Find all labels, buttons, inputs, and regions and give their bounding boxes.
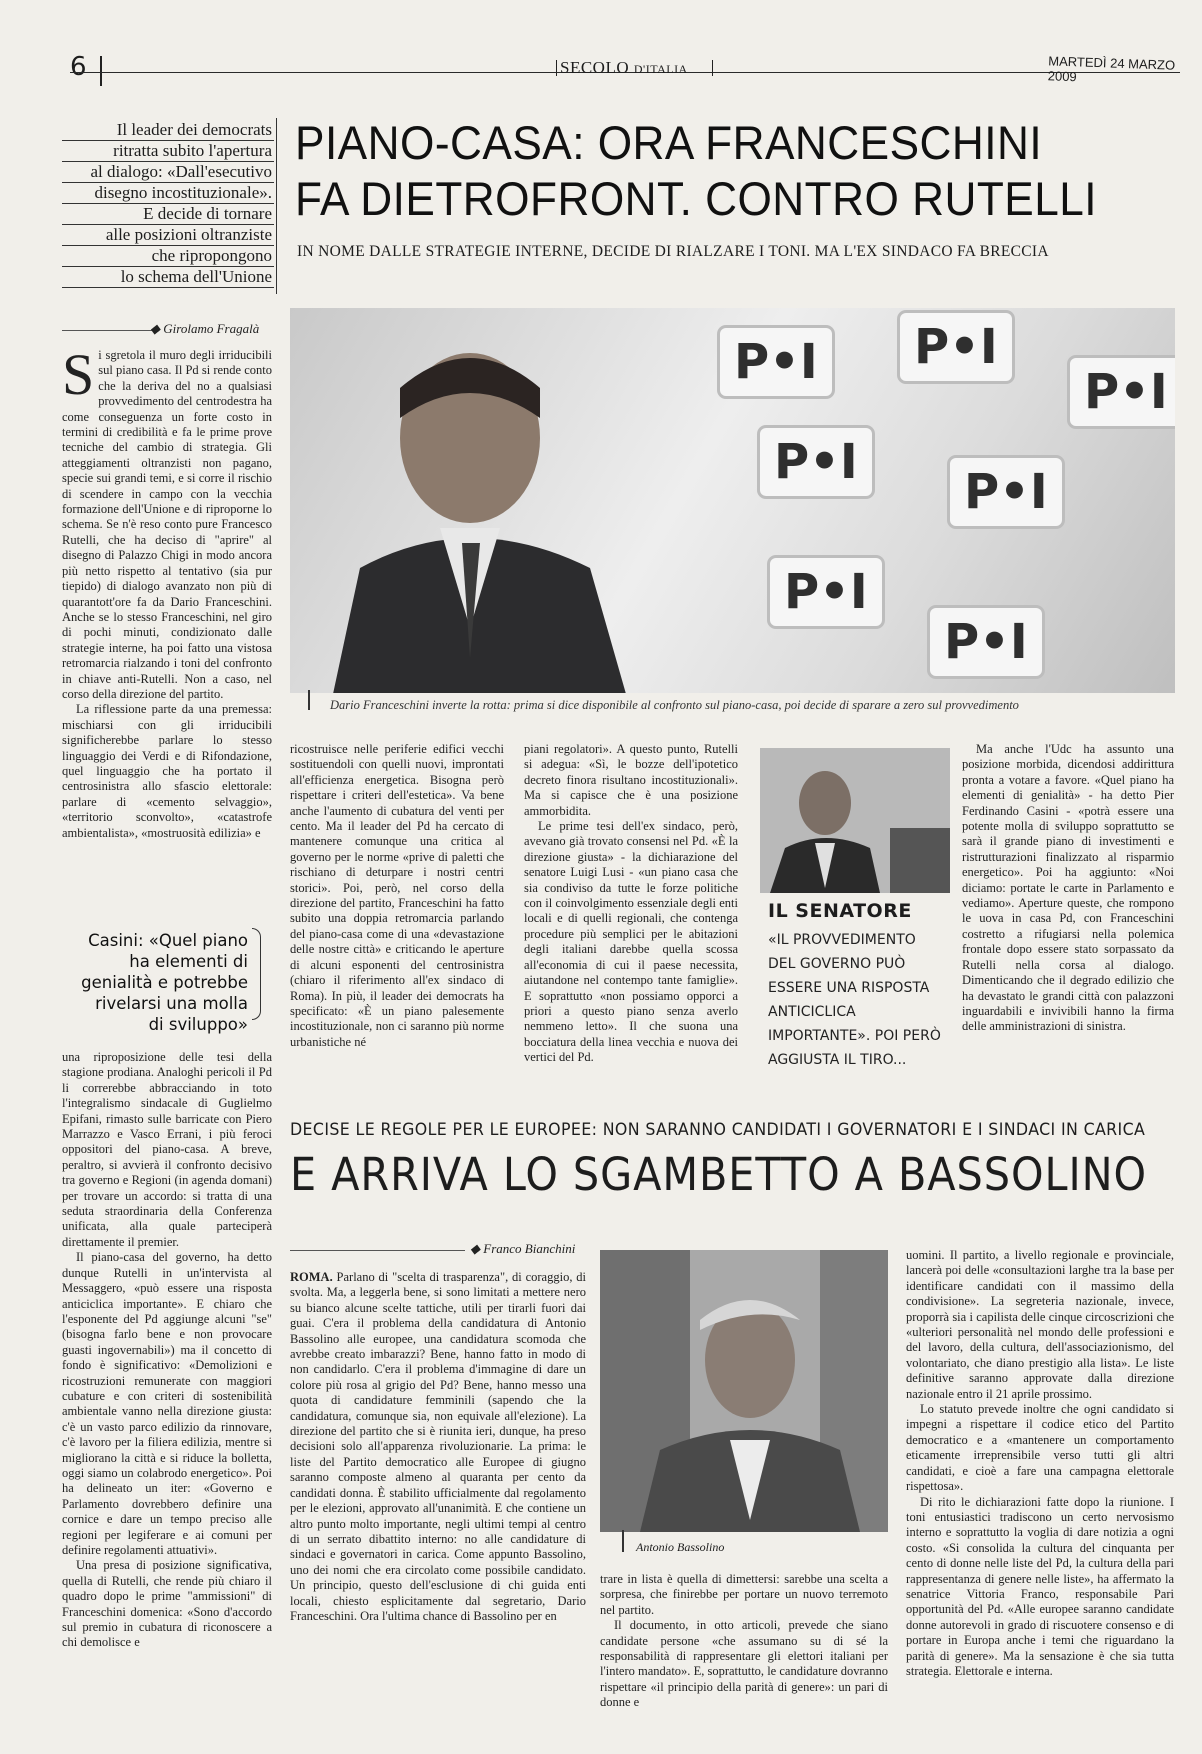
quote-brace xyxy=(252,928,261,1020)
article-column-2 xyxy=(290,742,504,1050)
article-column-1 xyxy=(62,342,272,841)
masthead xyxy=(560,58,688,78)
column-text: Il documento, in otto articoli, prevede che siano candidate persone «che assumano su di sé la responsabilità di rappresentare gli elettori italiani per l'intero mandato». E, soprattutto, le candidature dovranno rispettare «il principio della parità di genere»: un pari di donne e xyxy=(600,1618,888,1710)
pd-logo: P•I xyxy=(1070,358,1175,426)
column-text: Lo statuto prevede inoltre che ogni candidato si impegni a rispettare il codice etico del Partito democratico e a «mantenere un comportamento eticamente irreprensibile verso tutti gli altri candidati, e cioè a fare una campagna elettorale rispettosa». xyxy=(906,1402,1174,1494)
article-column-1b xyxy=(62,1050,272,1651)
dateline: ROMA. xyxy=(290,1270,333,1284)
column-text: Di rito le dichiarazioni fatte dopo la riunione. I toni entusiastici tradiscono un certo nervosismo interno e soprattutto la voglia di dare notizia a ogni costo. «Si consolida la cultura del cinquanta per cento di donne nelle liste del Pd, la cultura della pari rappresentanza di genere nelle liste», ha affermato la senatrice Vittoria Franco, responsabile Pari opportunità del Pd. «Alle europee saranno candidate donne autorevoli in grado di riscuotere consenso e di portare in Europa anche i temi che riguardano la parità di genere». Ma la sensazione è che sia tutta strategia. Elettorale e interna. xyxy=(906,1494,1174,1678)
page-number: 6 xyxy=(70,52,87,82)
column-text: piani regolatori». A questo punto, Rutelli si adegua: «Sì, le bozze dell'ipotetico decreto finora risultano incostituzionali». Ma si capisce che è una posizione ammorbidita. xyxy=(524,742,738,818)
headline-line-2: FA DIETROFRONT. CONTRO RUTELLI xyxy=(295,172,1098,225)
kicker-line: che ripropongono xyxy=(62,246,274,267)
byline: ◆ Franco Bianchini xyxy=(470,1241,576,1256)
byline-rule xyxy=(290,1250,465,1251)
senator-photo xyxy=(760,748,950,893)
issue-date: MARTEDÌ 24 MARZO 2009 xyxy=(1047,53,1176,85)
second-article-column-2 xyxy=(600,1572,888,1711)
column-text: trare in lista è quella di dimettersi: sarebbe una scelta a sorpresa, che finirebbe per portare un nuovo terremoto nel partito. xyxy=(600,1572,888,1617)
caption-bar xyxy=(308,690,310,710)
author-name: Franco Bianchini xyxy=(483,1241,576,1256)
bassolino-photo xyxy=(600,1250,888,1532)
drop-cap: S xyxy=(62,342,95,407)
second-article-column-1 xyxy=(290,1270,586,1624)
masthead-main: SECOLO xyxy=(560,58,630,77)
kicker-line: alle posizioni oltranziste xyxy=(62,225,274,246)
column-text: Parlano di "scelta di trasparenza", di coraggio, di svolta. Ma, a leggerla bene, si sono limitati a mettere nero su bianco alcune scelte tattiche, utili per tirarli fuori dai guai. C'era il problema della candidatura di Antonio Bassolino alle europee, una candidatura scomoda che avrebbe creato imbarazzi? Bene, hanno fatto in modo di non candidarlo. C'era il problema d'immagine di dare un colore più rosa al grigio del Pd? Bene, hanno messo una quota di candidature femminili (sapendo che la candidatura, comunque sia, non equivale all'elezione). La direzione del partito che si è riunita ieri, dunque, ha preso decisioni solo all'apparenza rivoluzionarie. La prima: le liste del Partito democratico alle Europee di giugno saranno composte almeno al quaranta per cento da candidati donna. È stabilito ufficialmente dal regolamento per le elezioni, approvato all'unanimità. E che contiene un altro punto molto importante, negli ultimi tempi al centro di un serrato dibattito interno: no alle candidature di sindaci e governatori in carica. Come appunto Bassolino, uno dei nomi che era circolato come possibile candidato. Un principio, questo dell'esclusione di chi guida enti locali, chiesto esplicitamente dal segretario, Dario Franceschini. Ora l'ultima chance di Bassolino per en xyxy=(290,1270,586,1623)
pd-logo: P•I xyxy=(770,558,882,626)
franceschini-photo xyxy=(290,308,1175,693)
man-in-suit-figure xyxy=(330,328,650,693)
kicker-rule xyxy=(276,118,277,294)
column-text: Le prime tesi dell'ex sindaco, però, avevano già trovato consensi nel Pd. «È la direzione giusta» - la dichiarazione del senatore Luigi Lusi - «un piano casa che sia condiviso da tutte le forze politiche con il coinvolgimento essenziale degli enti locali e di quelli regionali, che contenga procedure più semplici per le abitazioni degli italiani darebbe quella scossa all'economia di cui il paese necessita, aiutandone nel contempo tante famiglie». E soprattutto «non possiamo opporci a priori a questo piano senza averlo nemmeno letto». Il che suona una bocciatura della linea vecchia e nuova dei vertici del Pd. xyxy=(524,819,738,1065)
photo-caption: Dario Franceschini inverte la rotta: prima si dice disponibile al confronto sul piano-casa, poi decide di sparare a zero sul provvedimento xyxy=(330,698,1019,712)
masthead-sub: D'ITALIA xyxy=(633,62,688,76)
pd-logo: P•I xyxy=(950,458,1062,526)
author-name: Girolamo Fragalà xyxy=(163,321,260,336)
pd-logo: P•I xyxy=(720,328,832,396)
byline: ◆ Girolamo Fragalà xyxy=(150,321,260,336)
kicker-line: al dialogo: «Dall'esecutivo xyxy=(62,162,274,183)
main-subhead: IN NOME DALLE STRATEGIE INTERNE, DECIDE DI RIALZARE I TONI. MA L'EX SINDACO FA BRECCIA xyxy=(297,243,1049,260)
column-text: Una presa di posizione significativa, quella di Rutelli, che rende più chiaro il quadro dopo le prime "ammissioni" di Franceschini domenica: «Sono d'accordo sul premio in cubatura di riconoscere a chi demolisce e xyxy=(62,1558,272,1650)
masthead-divider-left xyxy=(556,60,557,76)
masthead-divider-right xyxy=(712,60,713,76)
senator-title: IL SENATORE xyxy=(768,900,912,922)
kicker-line: Il leader dei democrats xyxy=(62,120,274,141)
column-text: Il piano-casa del governo, ha detto dunque Rutelli in un'intervista al Messaggero, «può essere una risposta anticiclica importante». E chiaro che l'esponente del Pd aggiunge alcuni "se" (bisogna farlo bene e non provocare guasti ingovernabili») ma il concetto di fondo è significativo: «Demolizioni e ricostruzioni remunerate con maggiori cubature e con criteri di sostenibilità ambientale vanno nella direzione giusta: c'è un vasto parco edilizio da rinnovare, c'è lavoro per la filiera edilizia, mentre si migliorano la città e si riduce la bolletta, oggi siamo un colabrodo energetico». Poi ha delineato un iter: «Governo e Parlamento dovrebbero definire una cornice e dare un tempo preciso alle regioni per legiferare e ai comuni per definire regolamenti attuativi». xyxy=(62,1250,272,1557)
second-article-headline: E ARRIVA LO SGAMBETTO A BASSOLINO xyxy=(290,1148,1147,1201)
column-text: una riproposizione delle tesi della stagione prodiana. Analoghi pericoli il Pd li correrebbe abbracciando in toto l'integralismo sindacale di Guglielmo Epifani, rimasto sulle barricate con Piero Marrazzo e Vasco Errani, i più feroci oppositori del piano-casa. A breve, peraltro, si avvierà il confronto decisivo tra governo e Regioni (in agenda domani) per trovare un accordo: si tratta di una seduta straordinaria della Conferenza unificata, alla quale parteciperà direttamente il premier. xyxy=(62,1050,272,1249)
kicker-line: lo schema dell'Unione xyxy=(62,267,274,288)
second-article-kicker: DECISE LE REGOLE PER LE EUROPEE: NON SARANNO CANDIDATI I GOVERNATORI E I SINDACI IN CARICA xyxy=(290,1120,1146,1140)
page-number-divider xyxy=(100,56,102,86)
article-column-3 xyxy=(524,742,738,1066)
senator-text: «IL PROVVEDIMENTO DEL GOVERNO PUÒ ESSERE UNA RISPOSTA ANTICICLICA IMPORTANTE». POI PERÒ AGGIUSTA IL TIRO... xyxy=(768,932,941,1068)
second-article-column-3 xyxy=(906,1248,1174,1679)
pd-logo: P•I xyxy=(900,313,1012,381)
column-text: ricostruisce nelle periferie edifici vecchi sostituendoli con quelli nuovi, improntati all'efficienza energetica. Bisogna però rispettare i criteri dell'estetica». Va bene anche l'aumento di cubatura del venti per cento. Ma il leader del Pd ha cercato di mantenere comunque una critica al governo per le norme «prive di paletti che rischiano di deturpare i nostri centri storici». Poi, però, nel corso della direzione del partito, Franceschini ha fatto subito una doppia retromarcia parlando del piano-casa come di una «devastazione delle nostre città» e criticando le aperture di alcuni esponenti del centrosinistra (chiaro il riferimento all'ex sindaco di Roma). In più, il leader dei democrats ha specificato: «È un piano palesemente incostituzionale, non ci saranno più norme urbanistiche né xyxy=(290,742,504,1049)
column-text: Ma anche l'Udc ha assunto una posizione morbida, dicendosi addirittura pronta a votare a favore. «Quel piano ha elementi di genialità» - ha detto Pier Ferdinando Casini - «potrà essere una potente molla di sviluppo soprattutto se sarà il grande piano di investimenti e ristrutturazioni finalizzato al risparmio energetico». Poi ha aggiunto: «Noi diciamo: portate le carte in Parlamento e vediamo». Aperture queste, che rompono le uova in casa Pd, con Franceschini costretto a rifugiarsi nella polemica frontale dopo essere stato sorpassato da Rutelli nella corsa al dialogo. Dimenticando che il degrado edilizio che ha devastato le grandi città con palazzoni inguardabili e invivibili hanno la firma delle amministrazioni di sinistra. xyxy=(962,742,1174,1034)
byline-rule xyxy=(62,330,152,331)
column-text: La riflessione parte da una premessa: mischiarsi con gli irriducibili significherebbe parlare lo stesso linguaggio dei Verdi e di Rifondazione, quel linguaggio che ha portato il centrosinistra allo sfascio elettorale: parlare di «cemento selvaggio», «territorio sconvolto», «catastrofe ambientalista», «mostruosità edilizia» e xyxy=(62,702,272,840)
kicker-line: disegno incostituzionale». xyxy=(62,183,274,204)
column-text: uomini. Il partito, a livello regionale e provinciale, lancerà poi delle «consultazioni larghe tra la base per identificare candidati con il massimo della condivisione». La segreteria nazionale, invece, proporrà sia i capilista delle cinque circoscrizioni che «ulteriori personalità nel mondo delle professioni e del lavoro, della cultura, dell'associazionismo, del volontariato, che diano prestigio alla lista». Le liste definitive saranno approvate dalla direzione nazionale entro il 21 aprile prossimo. xyxy=(906,1248,1174,1401)
main-headline xyxy=(295,115,1122,227)
pd-logo: P•I xyxy=(760,428,872,496)
article-kicker xyxy=(62,120,274,288)
kicker-line: E decide di tornare xyxy=(62,204,274,225)
headline-line-1: PIANO-CASA: ORA FRANCESCHINI xyxy=(295,116,1043,169)
caption-bar xyxy=(622,1530,624,1552)
kicker-line: ritratta subito l'apertura xyxy=(62,141,274,162)
photo-caption: Antonio Bassolino xyxy=(636,1540,725,1554)
senator-box xyxy=(760,748,950,1068)
column-text: i sgretola il muro degli irriducibili sul piano casa. Il Pd si rende conto che la deriva del no a qualsiasi provvedimento del centrodestra ha come conseguenza un forte costo in termini di credibilità e fa le prime prove tecniche del cambio di strategia. Gli atteggiamenti oltranzisti non pagano, specie sui grandi temi, e si corre il rischio di scendere in campo con la vecchia formazione dell'Unione e di riproporne lo schema. Se n'è reso conto pure Francesco Rutelli, che ha deciso di "aprire" al disegno di Palazzo Chigi in modo ancora più netto rispetto al tentativo (sia pur tiepido) di dialogo avanzato non più di quarantott'ore fa da Dario Franceschini. Anche se lo stesso Franceschini, nel giro di pochi minuti, condizionato dalle strategie interne, ha poi fatto una vistosa retromarcia rialzando i toni del confronto in chiave anti-Rutelli. Non a caso, nel corso della direzione del partito. xyxy=(62,348,272,701)
article-column-5 xyxy=(962,742,1174,1035)
pull-quote: Casini: «Quel piano ha elementi di genialità e potrebbe rivelarsi una molla di sviluppo» xyxy=(81,931,248,1034)
pd-logo: P•I xyxy=(930,608,1042,676)
